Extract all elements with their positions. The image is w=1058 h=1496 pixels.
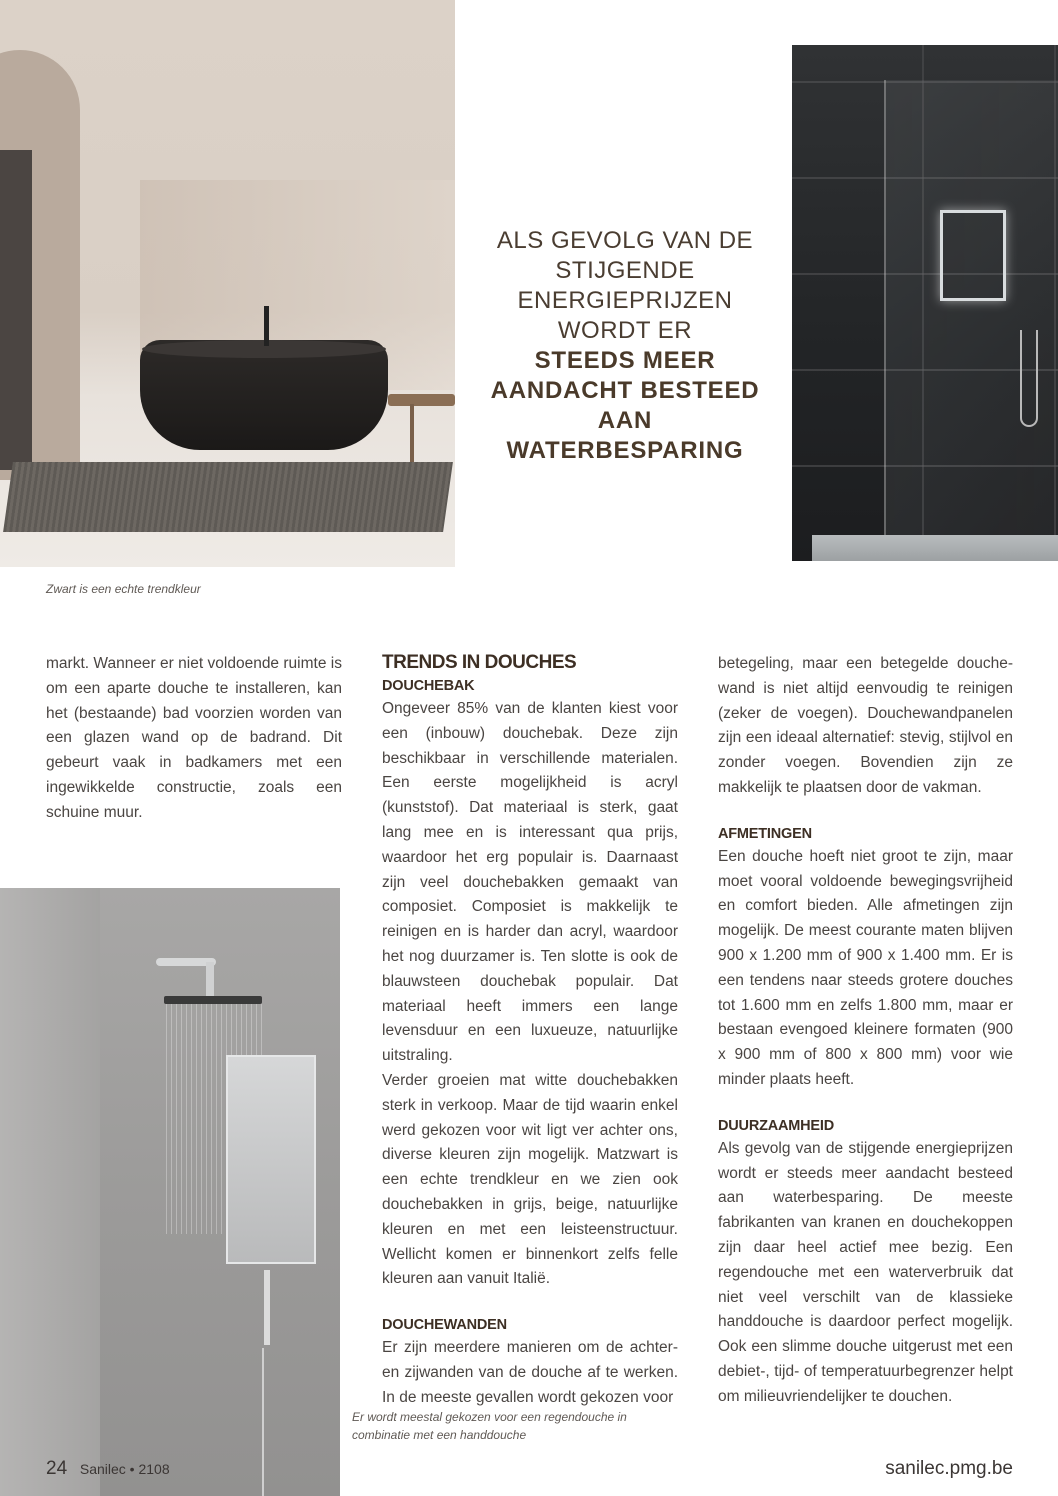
page-footer-left [46,1458,170,1480]
pull-quote-light: ALS GEVOLG VAN DE STIJGENDE ENERGIEPRIJZEN WORDT ER [496,227,754,344]
paragraph: Als gevolg van de stijgende energieprijzen wordt er steeds meer aandacht besteed aan waterbesparing. De meeste fabrikanten van kranen en douchekoppen zijn daar heel actief mee bezig. Een regendouche met een waterverbruik dat niet veel verschilt van de klassieke handdouche is daardoor perfect mogelijk. Ook een slimme douche uitgerust met een debiet-, tijd- of temperatuurbegrenzer helpt om milieuvriendelijker te douchen. [718,1139,1013,1405]
paragraph: Een douche hoeft niet groot te zijn, maar moet vooral voldoende bewegingsvrijheid en comfort bieden. Alle afmetingen zijn mogelijk. De meest courante maten blijven 900 x 1.200 mm of 900 x 1.400 mm. Er is een tendens naar steeds grotere douches tot 1.600 mm en zelfs 1.800 mm, maar er bestaan evengoed kleinere formaten (900 x 900 mm of 800 x 800 mm) voor wie minder plaats heeft. [718,847,1013,1088]
article-column-2 [382,651,678,1411]
subheading-douchewanden: DOUCHEWANDEN [382,1317,507,1334]
subheading-duurzaamheid: DUURZAAMHEID [718,1117,835,1134]
walk-in-shower-photo [792,45,1058,561]
page-number: 24 [46,1458,68,1479]
bath-photo-caption: Zwart is een echte trendkleur [46,582,201,596]
shower-photo-caption: Er wordt meestal gekozen voor een regendouche in combinatie met een handdouche [352,1410,627,1442]
website-url[interactable]: sanilec.pmg.be [885,1458,1013,1479]
subheading-douchebak: DOUCHEBAK [382,678,475,694]
article-column-1 [46,652,342,826]
paragraph: markt. Wanneer er niet voldoende ruimte is om een aparte douche te installeren, kan het (bestaande) bad voorzien worden van een glazen wand op de badrand. Dit gebeurt vaak in badkamers met een ingewikkelde constructie, zoals een schuine muur. [46,655,342,821]
paragraph: Ongeveer 85% van de klanten kiest voor een (inbouw) douchebak. Deze zijn beschikbaar in verschillende materialen. Een eerste mogelijkheid is acryl (kunststof). Dat materiaal is sterk, gaat lang mee en is interessant qua prijs, waardoor het erg populair is. Daarnaast zijn veel douchebakken gemaakt van composiet. Composiet is makkelijk te reinigen en is harder dan acryl, waardoor het nog duurzamer is. Ten slotte is ook de blauwsteen douchebak populair. Dat materiaal heeft immers een lange levensduur en een luxueuze, natuurlijke uitstraling. [382,700,678,1065]
paragraph: betegeling, maar een betegelde douchewand is niet altijd eenvoudig te reinigen (zeker de voegen). Douchewandpanelen zijn een ideaal alternatief: stevig, stijlvol en zonder voegen. Bovendien zijn ze makkelijk te plaatsen door de vakman. [718,655,1013,796]
section-heading: TRENDS IN DOUCHES [382,652,577,673]
publication-name: Sanilec • 2108 [79,1461,170,1477]
bathtub-photo [0,0,455,567]
rain-shower-photo [0,888,340,1496]
paragraph: Er zijn meerdere manieren om de achter- en zijwanden van de douche af te werken. In de meeste gevallen wordt gekozen voor [382,1339,678,1406]
pull-quote-bold: STEEDS MEER AANDACHT BESTEED AAN WATERBESPARING [490,347,760,464]
pull-quote [480,226,770,466]
subheading-afmetingen: AFMETINGEN [718,825,812,842]
paragraph: Verder groeien mat witte douchebakken sterk in verkoop. Maar de tijd waarin enkel werd gekozen voor wit ligt ver achter ons, diverse kleuren zijn mogelijk. Matzwart is een echte trendkleur en we zien ook douchebakken in grijs, beige, natuurlijke kleuren en met een leisteenstructuur. Wellicht komen er binnenkort zelfs felle kleuren aan vanuit Italië. [382,1071,678,1288]
article-column-3 [718,652,1013,1410]
